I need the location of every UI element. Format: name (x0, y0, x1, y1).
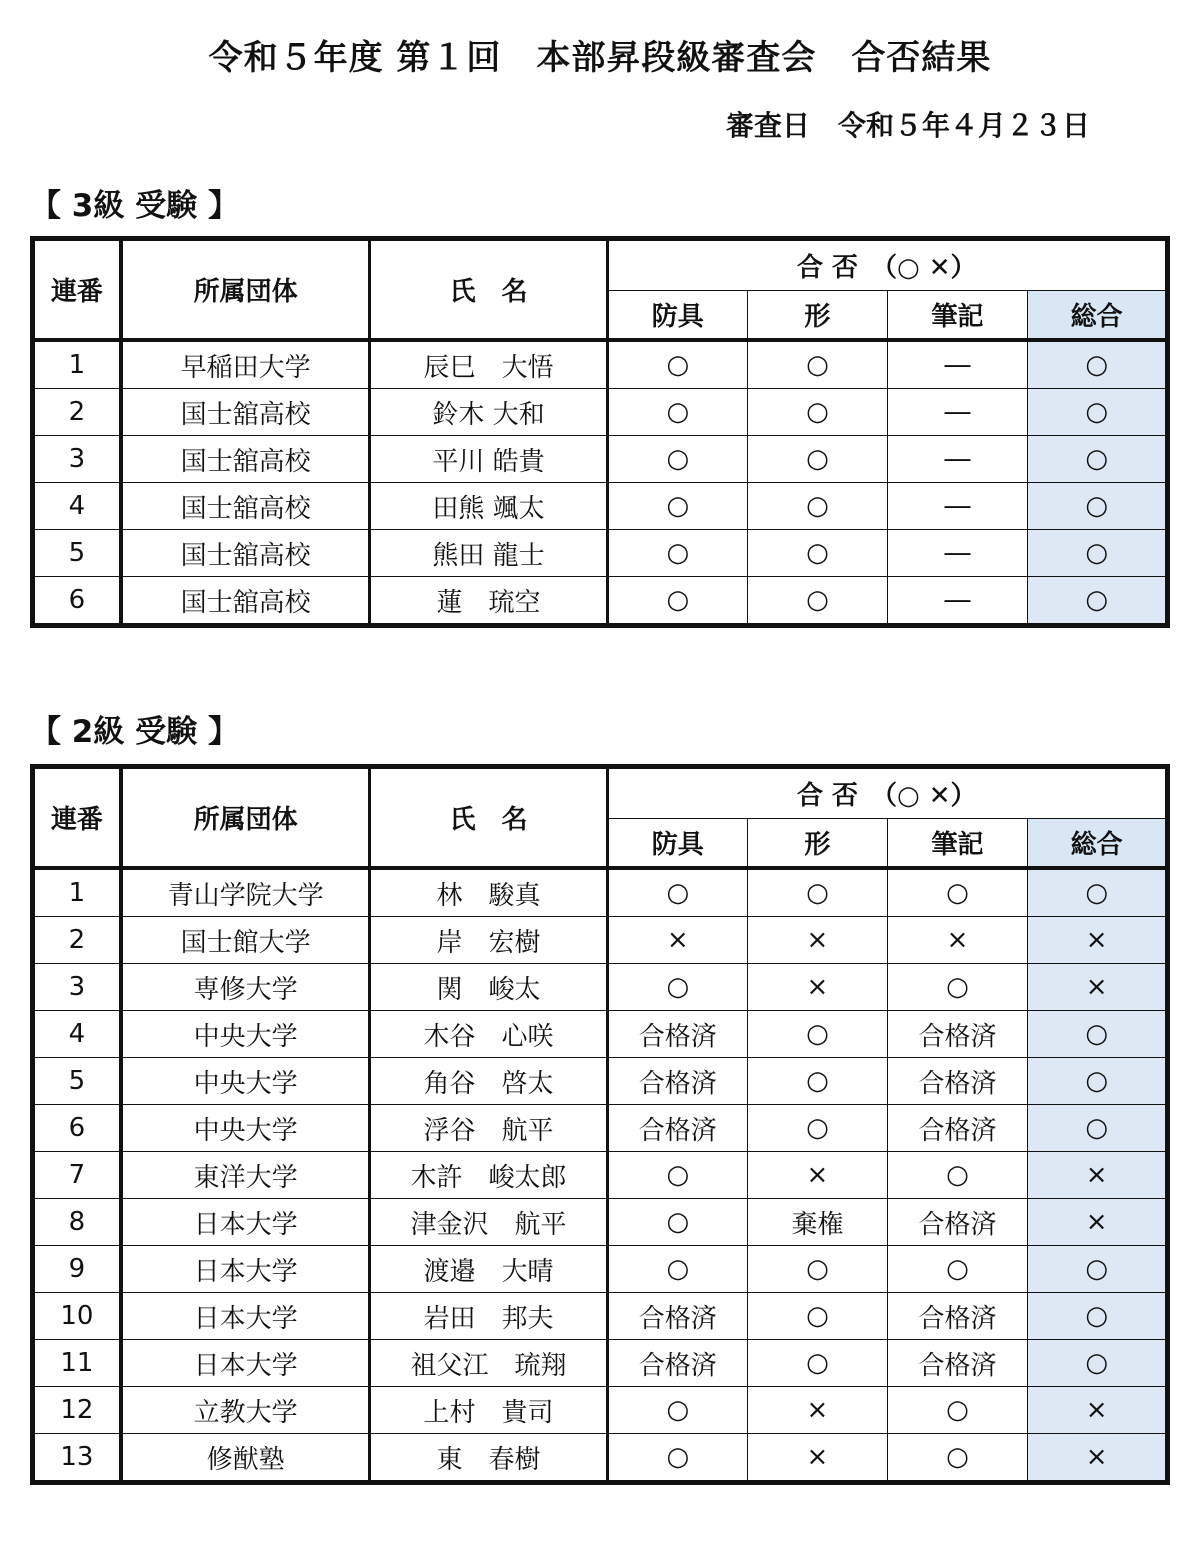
cell-kata: ○ (748, 340, 888, 389)
cell-no: 2 (33, 389, 121, 436)
cell-armor: 合格済 (607, 1011, 748, 1058)
cell-no: 3 (33, 964, 121, 1011)
cell-team: 国士舘高校 (121, 530, 370, 577)
cell-no: 10 (33, 1293, 121, 1340)
header-no: 連番 (33, 767, 121, 869)
table-row (33, 1387, 1168, 1434)
cell-armor: ○ (607, 340, 748, 389)
cell-armor: 合格済 (607, 1340, 748, 1387)
cell-armor: ○ (607, 577, 748, 626)
cell-team: 日本大学 (121, 1199, 370, 1246)
cell-kata: 棄権 (748, 1199, 888, 1246)
cell-armor: 合格済 (607, 1105, 748, 1152)
cell-armor: 合格済 (607, 1058, 748, 1105)
cell-written: ― (887, 436, 1028, 483)
cell-team: 専修大学 (121, 964, 370, 1011)
cell-kata: ○ (748, 1293, 888, 1340)
table-row (33, 964, 1168, 1011)
table-row (33, 1293, 1168, 1340)
cell-armor: ○ (607, 1434, 748, 1483)
cell-written: 合格済 (887, 1011, 1028, 1058)
page-title: 令和５年度 第１回 本部昇段級審査会 合否結果 (208, 38, 992, 78)
cell-armor: ○ (607, 389, 748, 436)
cell-written: ― (887, 577, 1028, 626)
cell-total: ○ (1028, 483, 1168, 530)
cell-written: ○ (887, 1434, 1028, 1483)
cell-name: 祖父江 琉翔 (370, 1340, 607, 1387)
cell-no: 11 (33, 1340, 121, 1387)
cell-name: 蓮 琉空 (370, 577, 607, 626)
cell-total: ○ (1028, 577, 1168, 626)
cell-no: 1 (33, 868, 121, 917)
cell-kata: ○ (748, 1105, 888, 1152)
cell-no: 5 (33, 530, 121, 577)
table-row (33, 917, 1168, 964)
cell-team: 中央大学 (121, 1105, 370, 1152)
cell-armor: ○ (607, 1152, 748, 1199)
cell-written: ○ (887, 868, 1028, 917)
cell-total: × (1028, 1434, 1168, 1483)
cell-name: 岩田 邦夫 (370, 1293, 607, 1340)
cell-name: 木許 峻太郎 (370, 1152, 607, 1199)
cell-armor: ○ (607, 436, 748, 483)
cell-team: 国士舘高校 (121, 436, 370, 483)
cell-written: ○ (887, 1387, 1028, 1434)
cell-no: 1 (33, 340, 121, 389)
cell-written: 合格済 (887, 1105, 1028, 1152)
cell-kata: ○ (748, 868, 888, 917)
cell-name: 浮谷 航平 (370, 1105, 607, 1152)
cell-team: 日本大学 (121, 1293, 370, 1340)
cell-no: 2 (33, 917, 121, 964)
cell-written: 合格済 (887, 1293, 1028, 1340)
header-kata: 形 (748, 819, 888, 869)
cell-total: ○ (1028, 436, 1168, 483)
results-table-grade3 (30, 236, 1170, 628)
cell-name: 熊田 龍士 (370, 530, 607, 577)
header-result-group: 合 否 （○ ✕） (607, 239, 1168, 291)
table-row (33, 1011, 1168, 1058)
cell-armor: 合格済 (607, 1293, 748, 1340)
cell-kata: × (748, 1434, 888, 1483)
table-row (33, 1246, 1168, 1293)
cell-written: ○ (887, 1152, 1028, 1199)
header-written: 筆記 (887, 291, 1028, 341)
cell-total: ○ (1028, 1340, 1168, 1387)
header-total: 総合 (1028, 291, 1168, 341)
cell-name: 津金沢 航平 (370, 1199, 607, 1246)
cell-armor: ○ (607, 868, 748, 917)
cell-no: 9 (33, 1246, 121, 1293)
cell-total: ○ (1028, 1058, 1168, 1105)
cell-armor: ○ (607, 483, 748, 530)
cell-armor: ○ (607, 530, 748, 577)
cell-kata: ○ (748, 1011, 888, 1058)
cell-written: 合格済 (887, 1199, 1028, 1246)
cell-name: 角谷 啓太 (370, 1058, 607, 1105)
cell-team: 日本大学 (121, 1340, 370, 1387)
table-row (33, 1434, 1168, 1483)
cell-name: 平川 皓貴 (370, 436, 607, 483)
cell-kata: ○ (748, 1246, 888, 1293)
table-row (33, 1105, 1168, 1152)
table-row (33, 1058, 1168, 1105)
table-row (33, 436, 1168, 483)
exam-date: 審査日 令和５年４月２３日 (725, 109, 1090, 142)
cell-written: ○ (887, 964, 1028, 1011)
cell-name: 辰巳 大悟 (370, 340, 607, 389)
cell-team: 修猷塾 (121, 1434, 370, 1483)
cell-armor: × (607, 917, 748, 964)
cell-written: ○ (887, 1246, 1028, 1293)
cell-kata: × (748, 1152, 888, 1199)
cell-armor: ○ (607, 964, 748, 1011)
cell-total: ○ (1028, 1246, 1168, 1293)
header-kata: 形 (748, 291, 888, 341)
cell-team: 日本大学 (121, 1246, 370, 1293)
header-name: 氏 名 (370, 767, 607, 869)
cell-total: ○ (1028, 868, 1168, 917)
cell-armor: ○ (607, 1387, 748, 1434)
cell-no: 5 (33, 1058, 121, 1105)
cell-name: 田熊 颯太 (370, 483, 607, 530)
header-result-group: 合 否 （○ ✕） (607, 767, 1168, 819)
cell-no: 4 (33, 1011, 121, 1058)
cell-team: 国士舘高校 (121, 389, 370, 436)
table-row (33, 868, 1168, 917)
header-no: 連番 (33, 239, 121, 341)
cell-written: 合格済 (887, 1058, 1028, 1105)
cell-team: 早稲田大学 (121, 340, 370, 389)
cell-total: × (1028, 1152, 1168, 1199)
cell-no: 12 (33, 1387, 121, 1434)
results-table-grade2 (30, 764, 1170, 1485)
cell-total: × (1028, 1199, 1168, 1246)
table-row (33, 340, 1168, 389)
cell-team: 立教大学 (121, 1387, 370, 1434)
cell-team: 国士舘高校 (121, 483, 370, 530)
cell-written: ― (887, 530, 1028, 577)
cell-written: 合格済 (887, 1340, 1028, 1387)
header-armor: 防具 (607, 819, 748, 869)
cell-armor: ○ (607, 1199, 748, 1246)
header-armor: 防具 (607, 291, 748, 341)
cell-team: 国士館大学 (121, 917, 370, 964)
cell-team: 東洋大学 (121, 1152, 370, 1199)
cell-no: 6 (33, 577, 121, 626)
cell-no: 4 (33, 483, 121, 530)
cell-written: ― (887, 389, 1028, 436)
header-total: 総合 (1028, 819, 1168, 869)
cell-written: ― (887, 483, 1028, 530)
cell-name: 林 駿真 (370, 868, 607, 917)
cell-kata: ○ (748, 436, 888, 483)
cell-team: 中央大学 (121, 1011, 370, 1058)
cell-kata: ○ (748, 1058, 888, 1105)
header-name: 氏 名 (370, 239, 607, 341)
cell-no: 13 (33, 1434, 121, 1483)
cell-total: ○ (1028, 1293, 1168, 1340)
section-title-grade3: 【 3級 受験 】 (30, 188, 239, 224)
cell-kata: × (748, 1387, 888, 1434)
cell-armor: ○ (607, 1246, 748, 1293)
cell-kata: × (748, 964, 888, 1011)
cell-total: ○ (1028, 1105, 1168, 1152)
header-team: 所属団体 (121, 767, 370, 869)
cell-total: × (1028, 964, 1168, 1011)
table-row (33, 1152, 1168, 1199)
cell-kata: × (748, 917, 888, 964)
table-row (33, 530, 1168, 577)
cell-kata: ○ (748, 483, 888, 530)
header-team: 所属団体 (121, 239, 370, 341)
cell-name: 東 春樹 (370, 1434, 607, 1483)
cell-name: 上村 貴司 (370, 1387, 607, 1434)
cell-name: 木谷 心咲 (370, 1011, 607, 1058)
cell-kata: ○ (748, 577, 888, 626)
cell-total: ○ (1028, 340, 1168, 389)
cell-written: ― (887, 340, 1028, 389)
table-row (33, 1199, 1168, 1246)
cell-name: 岸 宏樹 (370, 917, 607, 964)
table-row (33, 389, 1168, 436)
cell-no: 3 (33, 436, 121, 483)
cell-total: ○ (1028, 1011, 1168, 1058)
cell-name: 鈴木 大和 (370, 389, 607, 436)
cell-no: 8 (33, 1199, 121, 1246)
cell-written: × (887, 917, 1028, 964)
cell-name: 渡邉 大晴 (370, 1246, 607, 1293)
section-title-grade2: 【 2級 受験 】 (30, 714, 239, 750)
table-row (33, 483, 1168, 530)
table-row (33, 1340, 1168, 1387)
cell-kata: ○ (748, 1340, 888, 1387)
cell-team: 中央大学 (121, 1058, 370, 1105)
cell-total: × (1028, 1387, 1168, 1434)
cell-total: ○ (1028, 530, 1168, 577)
cell-kata: ○ (748, 530, 888, 577)
cell-name: 関 峻太 (370, 964, 607, 1011)
cell-no: 7 (33, 1152, 121, 1199)
cell-total: ○ (1028, 389, 1168, 436)
table-row (33, 577, 1168, 626)
cell-team: 青山学院大学 (121, 868, 370, 917)
cell-no: 6 (33, 1105, 121, 1152)
cell-kata: ○ (748, 389, 888, 436)
header-written: 筆記 (887, 819, 1028, 869)
cell-team: 国士舘高校 (121, 577, 370, 626)
cell-total: × (1028, 917, 1168, 964)
